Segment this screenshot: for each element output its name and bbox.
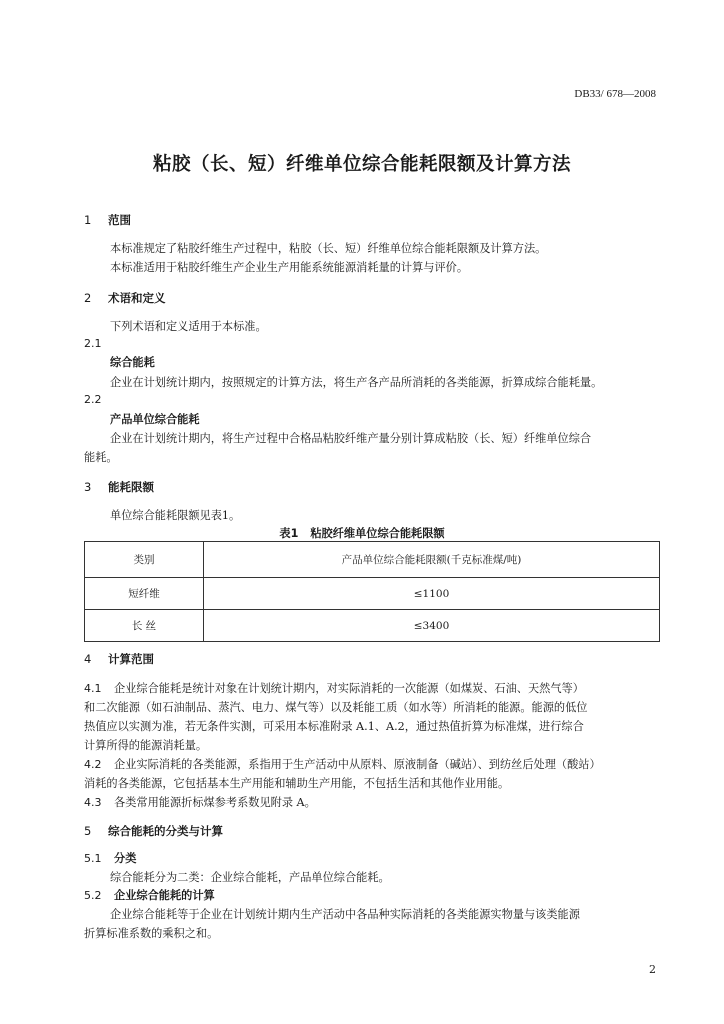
paragraph-text: 各类常用能源折标煤参考系数见附录 A。 [114,796,316,809]
table-header-cell: 产品单位综合能耗限额(千克标准煤/吨) [204,542,660,578]
section-1-heading [84,212,131,228]
section-3-heading [84,479,154,495]
section-number: 1 [84,213,92,227]
paragraph: 下列术语和定义适用于本标准。 [110,320,267,333]
table-cell: ≤1100 [204,578,660,610]
section-title: 计算范围 [108,652,154,666]
section-2-heading [84,290,166,306]
term-definition: 企业在计划统计期内，按照规定的计算方法，将生产各产品所消耗的各类能源，折算成综合能耗量。 [110,376,603,389]
section-title: 术语和定义 [108,291,166,305]
paragraph-line: 消耗的各类能源，它包括基本生产用能和辅助生产用能，不包括生活和其他作业用能。 [84,777,510,790]
section-number: 5 [84,824,92,838]
paragraph-line: 和二次能源（如石油制品、蒸汽、电力、煤气等）以及耗能工质（如水等）所消耗的能源。能源的低位 [84,701,588,714]
table-cell: 短纤维 [85,578,204,610]
paragraph-line [84,756,601,772]
subsection-heading [84,850,136,866]
page-number: 2 [649,963,656,976]
paragraph-line [84,680,584,696]
subsection-title: 企业综合能耗的计算 [114,889,215,902]
subsection-title: 分类 [114,852,137,865]
section-4-heading [84,651,154,667]
table-row [85,578,660,610]
term-heading: 综合能耗 [110,356,155,369]
term-definition: 能耗。 [84,451,118,464]
paragraph: 单位综合能耗限额见表1。 [110,509,241,522]
subsection-heading [84,887,215,903]
paragraph: 本标准适用于粘胶纤维生产企业生产用能系统能源消耗量的计算与评价。 [110,261,469,274]
clause-number: 4.2 [84,758,102,771]
section-5-heading [84,823,223,839]
section-number: 4 [84,652,92,666]
document-code: DB33/ 678—2008 [574,88,656,100]
paragraph-line [84,794,316,810]
paragraph-line: 企业综合能耗等于企业在计划统计期内生产活动中各品种实际消耗的各类能源实物量与该类能源 [110,908,580,921]
clause-number: 4.3 [84,796,102,809]
clause-number: 4.1 [84,682,102,695]
table-header-cell: 类别 [85,542,204,578]
section-title: 综合能耗的分类与计算 [108,824,223,838]
section-title: 能耗限额 [108,480,154,494]
section-number: 3 [84,480,92,494]
paragraph-line: 计算所得的能源消耗量。 [84,739,208,752]
table-header-row [85,542,660,578]
table-cell: ≤3400 [204,610,660,642]
table-caption [0,525,724,541]
paragraph-text: 企业综合能耗是统计对象在计划统计期内，对实际消耗的一次能源（如煤炭、石油、天然气等） [114,682,584,695]
paragraph-line: 折算标准系数的乘积之和。 [84,927,219,940]
term-definition: 企业在计划统计期内，将生产过程中合格品粘胶纤维产量分别计算成粘胶（长、短）纤维单位综合 [110,432,592,445]
term-heading: 产品单位综合能耗 [110,413,200,426]
clause-number: 2.2 [84,393,102,406]
clause-number: 5.2 [84,889,102,902]
table-caption-title: 粘胶纤维单位综合能耗限额 [310,527,445,540]
paragraph: 综合能耗分为二类：企业综合能耗，产品单位综合能耗。 [110,871,390,884]
paragraph-line: 热值应以实测为准，若无条件实测，可采用本标准附录 A.1、A.2，通过热值折算为标准煤，进行综合 [84,720,584,733]
paragraph-text: 企业实际消耗的各类能源，系指用于生产活动中从原料、原液制备（碱站）、到纺丝后处理（酸站） [114,758,601,771]
paragraph: 本标准规定了粘胶纤维生产过程中，粘胶（长、短）纤维单位综合能耗限额及计算方法。 [110,242,547,255]
table-row [85,610,660,642]
section-number: 2 [84,291,92,305]
section-title: 范围 [108,213,131,227]
clause-number: 2.1 [84,337,102,350]
table-cell: 长 丝 [85,610,204,642]
energy-limit-table [84,541,660,642]
page-title: 粘胶（长、短）纤维单位综合能耗限额及计算方法 [152,154,571,175]
clause-number: 5.1 [84,852,102,865]
table-caption-number: 表1 [279,527,299,540]
